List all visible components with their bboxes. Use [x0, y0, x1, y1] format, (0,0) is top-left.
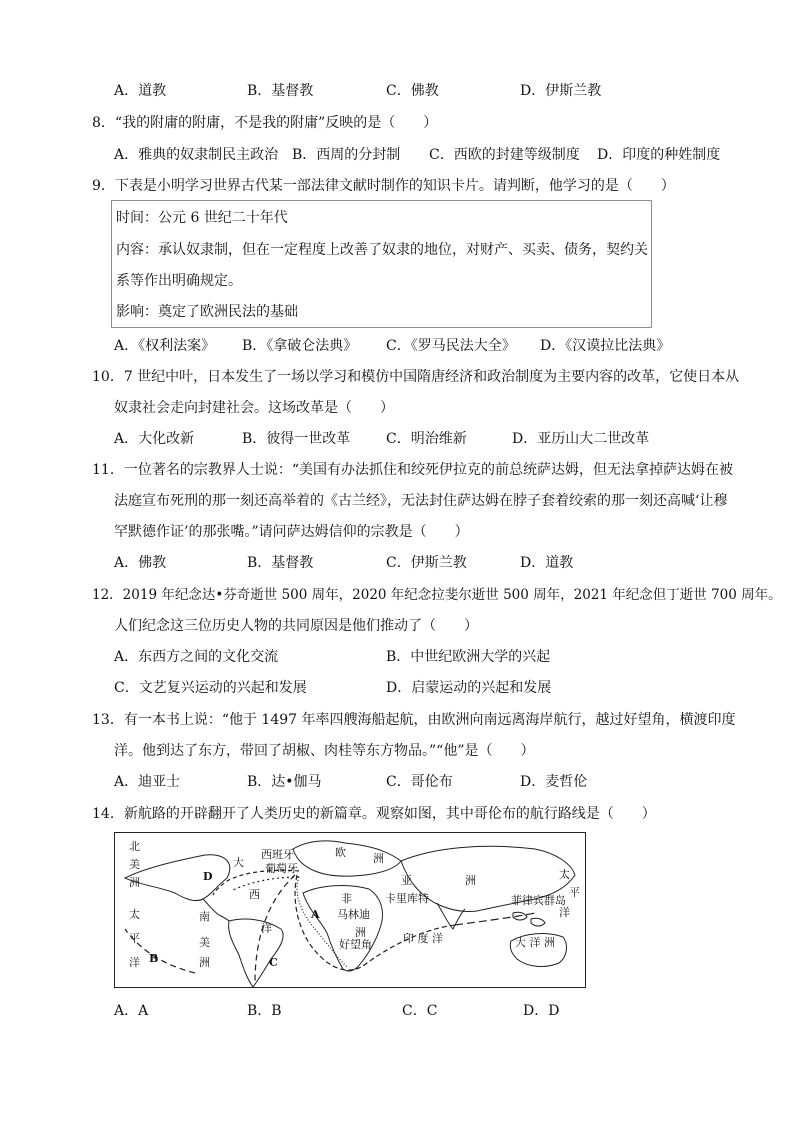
map-label: 卡里库特 — [385, 892, 429, 905]
question-stem: 10．7 世纪中叶，日本发生了一场以学习和模仿中国隋唐经济和政治制度为主要内容的改革，它使日本从 — [92, 369, 740, 385]
map-label: 马林迪 — [337, 908, 370, 921]
option-b[interactable]: B．基督教 — [247, 555, 314, 571]
map-label: 北 — [129, 840, 140, 853]
map-label: 太 — [129, 908, 140, 921]
route-label-a: A — [311, 908, 320, 921]
option-c[interactable]: C．文艺复兴运动的兴起和发展 — [114, 680, 307, 696]
option-a[interactable]: A．《权利法案》 — [114, 338, 216, 354]
map-label: 洋 — [261, 922, 272, 935]
option-b[interactable]: B．B — [247, 1003, 282, 1019]
route-label-d: D — [203, 870, 213, 883]
route-label-b: B — [149, 952, 159, 965]
option-a[interactable]: A．东西方之间的文化交流 — [114, 649, 279, 665]
map-label: 洲 — [465, 874, 476, 887]
map-label: 洋 — [129, 956, 140, 969]
option-b[interactable]: B．彼得一世改革 — [242, 431, 351, 447]
question-stem-cont: 法庭宣布死刑的那一刻还高举着的《古兰经》，无法封住萨达姆在脖子套着绞索的那一刻还高喊‘让穆 — [114, 493, 728, 509]
option-d[interactable]: D．亚历山大二世改革 — [512, 431, 650, 447]
map-label: 大 — [233, 856, 244, 869]
option-d[interactable]: D．道教 — [520, 555, 574, 571]
map-label: 美 — [129, 858, 140, 871]
question-stem-cont: 人们纪念这三位历史人物的共同原因是他们推动了（ ） — [114, 618, 478, 634]
map-label: 洲 — [373, 852, 384, 865]
option-c[interactable]: C．西欧的封建等级制度 — [429, 147, 580, 163]
option-a[interactable]: A．佛教 — [114, 555, 167, 571]
question-stem: 11．一位著名的宗教界人士说：“美国有办法抓住和绞死伊拉克的前总统萨达姆，但无法拿掉萨达姆在被 — [92, 462, 733, 478]
option-b[interactable]: B．达•伽马 — [247, 774, 322, 790]
option-d[interactable]: D．伊斯兰教 — [520, 83, 602, 99]
question-stem: 8．“我的附庸的附庸，不是我的附庸”反映的是（ ） — [92, 115, 438, 131]
map-label: 南 — [199, 910, 210, 923]
map-label: 非 — [341, 892, 352, 905]
option-a[interactable]: A．雅典的奴隶制民主政治 — [114, 147, 279, 163]
option-a[interactable]: A．大化改新 — [114, 431, 195, 447]
question-stem: 13．有一本书上说：“他于 1497 年率四艘海船起航，由欧洲向南远离海岸航行，越过好望角，横渡印度 — [92, 712, 736, 728]
question-stem-cont: 罕默德作证’的那张嘴。”请问萨达姆信仰的宗教是（ ） — [114, 524, 469, 540]
question-stem-cont: 奴隶社会走向封建社会。这场改革是（ ） — [114, 400, 394, 416]
option-b[interactable]: B．西周的分封制 — [292, 147, 401, 163]
map-label: 平 — [129, 932, 140, 945]
map-label: 大 洋 洲 — [515, 936, 555, 949]
map-label: 西 — [249, 888, 260, 901]
option-a[interactable]: A．迪亚士 — [114, 774, 181, 790]
question-stem: 12．2019 年纪念达•芬奇逝世 500 周年，2020 年纪念拉斐尔逝世 500 周年，2021 年纪念但丁逝世 700 周年。 — [92, 587, 782, 603]
question-stem: 14．新航路的开辟翻开了人类历史的新篇章。观察如图，其中哥伦布的航行路线是（ ） — [92, 806, 656, 822]
card-impact: 影响：奠定了欧洲民法的基础 — [116, 304, 298, 320]
map-label: 西班牙 — [261, 848, 294, 861]
option-a[interactable]: A．A — [114, 1003, 149, 1019]
map-label: 洲 — [129, 876, 140, 889]
knowledge-card — [111, 200, 652, 328]
card-content-cont: 系等作出明确规定。 — [116, 273, 242, 289]
question-stem: 9．下表是小明学习世界古代某一部法律文献时制作的知识卡片。请判断，他学习的是（ ） — [92, 178, 675, 194]
option-a[interactable]: A．道教 — [114, 83, 167, 99]
option-d[interactable]: D．《汉谟拉比法典》 — [540, 338, 671, 354]
option-c[interactable]: C．C — [402, 1003, 438, 1019]
option-d[interactable]: D．D — [523, 1003, 560, 1019]
map-label: 亚 — [401, 874, 412, 887]
map-label: 太 — [559, 868, 570, 881]
map-label: 洋 — [559, 906, 570, 919]
card-content: 内容：承认奴隶制，但在一定程度上改善了奴隶的地位，对财产、买卖、债务，契约关 — [116, 242, 648, 258]
map-label: 洲 — [199, 956, 210, 969]
map-label: 好望角 — [339, 938, 372, 951]
map-label: 洲 — [355, 926, 366, 939]
card-time: 时间：公元 6 世纪二十年代 — [116, 210, 288, 226]
route-label-c: C — [269, 956, 278, 969]
option-b[interactable]: B．中世纪欧洲大学的兴起 — [386, 649, 551, 665]
map-label: 欧 — [335, 846, 346, 859]
option-c[interactable]: C．佛教 — [386, 83, 439, 99]
option-c[interactable]: C．明治维新 — [386, 431, 467, 447]
option-d[interactable]: D．印度的种姓制度 — [597, 147, 721, 163]
map-label: 菲律宾群岛 — [511, 894, 566, 907]
map-label: 美 — [199, 936, 210, 949]
option-c[interactable]: C．哥伦布 — [386, 774, 453, 790]
question-stem-cont: 洋。他到达了东方，带回了胡椒、肉桂等东方物品。”“他”是（ ） — [114, 743, 535, 759]
map-label: 葡萄牙 — [265, 862, 298, 875]
option-d[interactable]: D．麦哲伦 — [520, 774, 588, 790]
map-label: 平 — [569, 886, 580, 899]
new-sea-routes-map — [114, 832, 586, 988]
map-label: 印 度 洋 — [403, 932, 443, 945]
option-c[interactable]: C．《罗马民法大全》 — [386, 338, 516, 354]
option-b[interactable]: B．基督教 — [247, 83, 314, 99]
option-d[interactable]: D．启蒙运动的兴起和发展 — [386, 680, 552, 696]
option-c[interactable]: C．伊斯兰教 — [386, 555, 467, 571]
option-b[interactable]: B．《拿破仑法典》 — [242, 338, 358, 354]
